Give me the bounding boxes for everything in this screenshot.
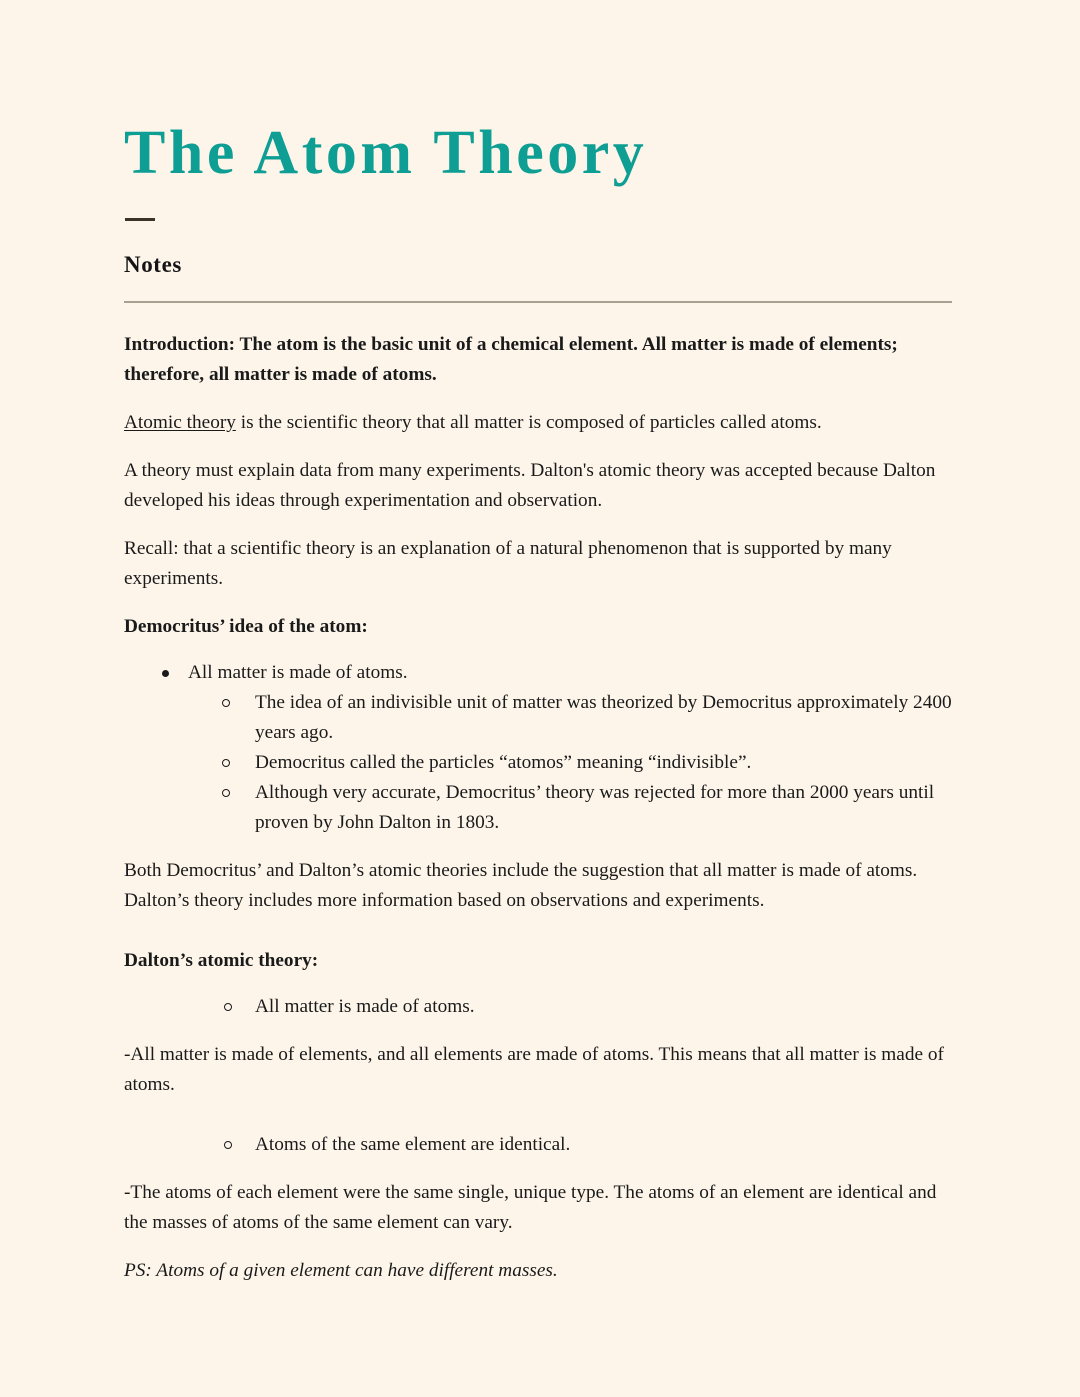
list-item-label: Democritus called the particles “atomos” meaning “indivisible”. bbox=[255, 752, 752, 774]
paragraph-ps-note: PS: Atoms of a given element can have different masses. bbox=[124, 1260, 558, 1282]
paragraph-dalton-note-2: -The atoms of each element were the same single, unique type. The atoms of an element are identical and the masses of atoms of the same element can vary. bbox=[124, 1182, 937, 1234]
democritus-sublist bbox=[188, 688, 956, 838]
paragraph-recall: Recall: that a scientific theory is an explanation of a natural phenomenon that is supported by many experiments. bbox=[124, 538, 892, 590]
block-spacer bbox=[124, 1118, 956, 1130]
list-item bbox=[188, 748, 956, 778]
atomic-theory-definition-rest: is the scientific theory that all matter is composed of particles called atoms. bbox=[235, 412, 822, 434]
paragraph-dalton-note-1: -All matter is made of elements, and all elements are made of atoms. This means that all matter is made of atoms. bbox=[124, 1044, 944, 1096]
dalton-point-list-1 bbox=[124, 992, 956, 1022]
list-item bbox=[124, 658, 956, 838]
list-item bbox=[224, 1130, 956, 1160]
paragraph-introduction: Introduction: The atom is the basic unit of a chemical element. All matter is made of elements; therefore, all matter is made of atoms. bbox=[124, 334, 898, 386]
list-item-label: Although very accurate, Democritus’ theory was rejected for more than 2000 years until proven by John Dalton in 1803. bbox=[255, 782, 935, 834]
subheading-democritus-idea: Democritus’ idea of the atom: bbox=[124, 616, 368, 638]
democritus-list bbox=[124, 658, 956, 838]
list-item-label: All matter is made of atoms. bbox=[255, 996, 475, 1018]
section-heading-notes: Notes bbox=[124, 252, 182, 278]
block-spacer bbox=[124, 934, 956, 946]
list-item bbox=[224, 992, 956, 1022]
paragraph-atomic-theory-definition bbox=[124, 408, 956, 438]
list-item bbox=[188, 688, 956, 748]
list-item bbox=[188, 778, 956, 838]
page-title: The Atom Theory bbox=[124, 119, 648, 187]
dalton-point-list-2 bbox=[124, 1130, 956, 1160]
paragraph-both-theories: Both Democritus’ and Dalton’s atomic theories include the suggestion that all matter is made of atoms. Dalton’s theory includes more information based on observations and experiments. bbox=[124, 860, 918, 912]
notes-body bbox=[124, 303, 956, 1286]
list-item-label: Atoms of the same element are identical. bbox=[255, 1134, 571, 1156]
list-item-label: The idea of an indivisible unit of matter was theorized by Democritus approximately 2400 years ago. bbox=[255, 692, 952, 744]
subheading-dalton-atomic-theory: Dalton’s atomic theory: bbox=[124, 950, 319, 972]
paragraph-theory-experiments: A theory must explain data from many experiments. Dalton's atomic theory was accepted because Dalton developed his ideas through experimentation and observation. bbox=[124, 460, 936, 512]
list-item-label: All matter is made of atoms. bbox=[188, 662, 408, 684]
atomic-theory-term: Atomic theory bbox=[124, 412, 236, 434]
